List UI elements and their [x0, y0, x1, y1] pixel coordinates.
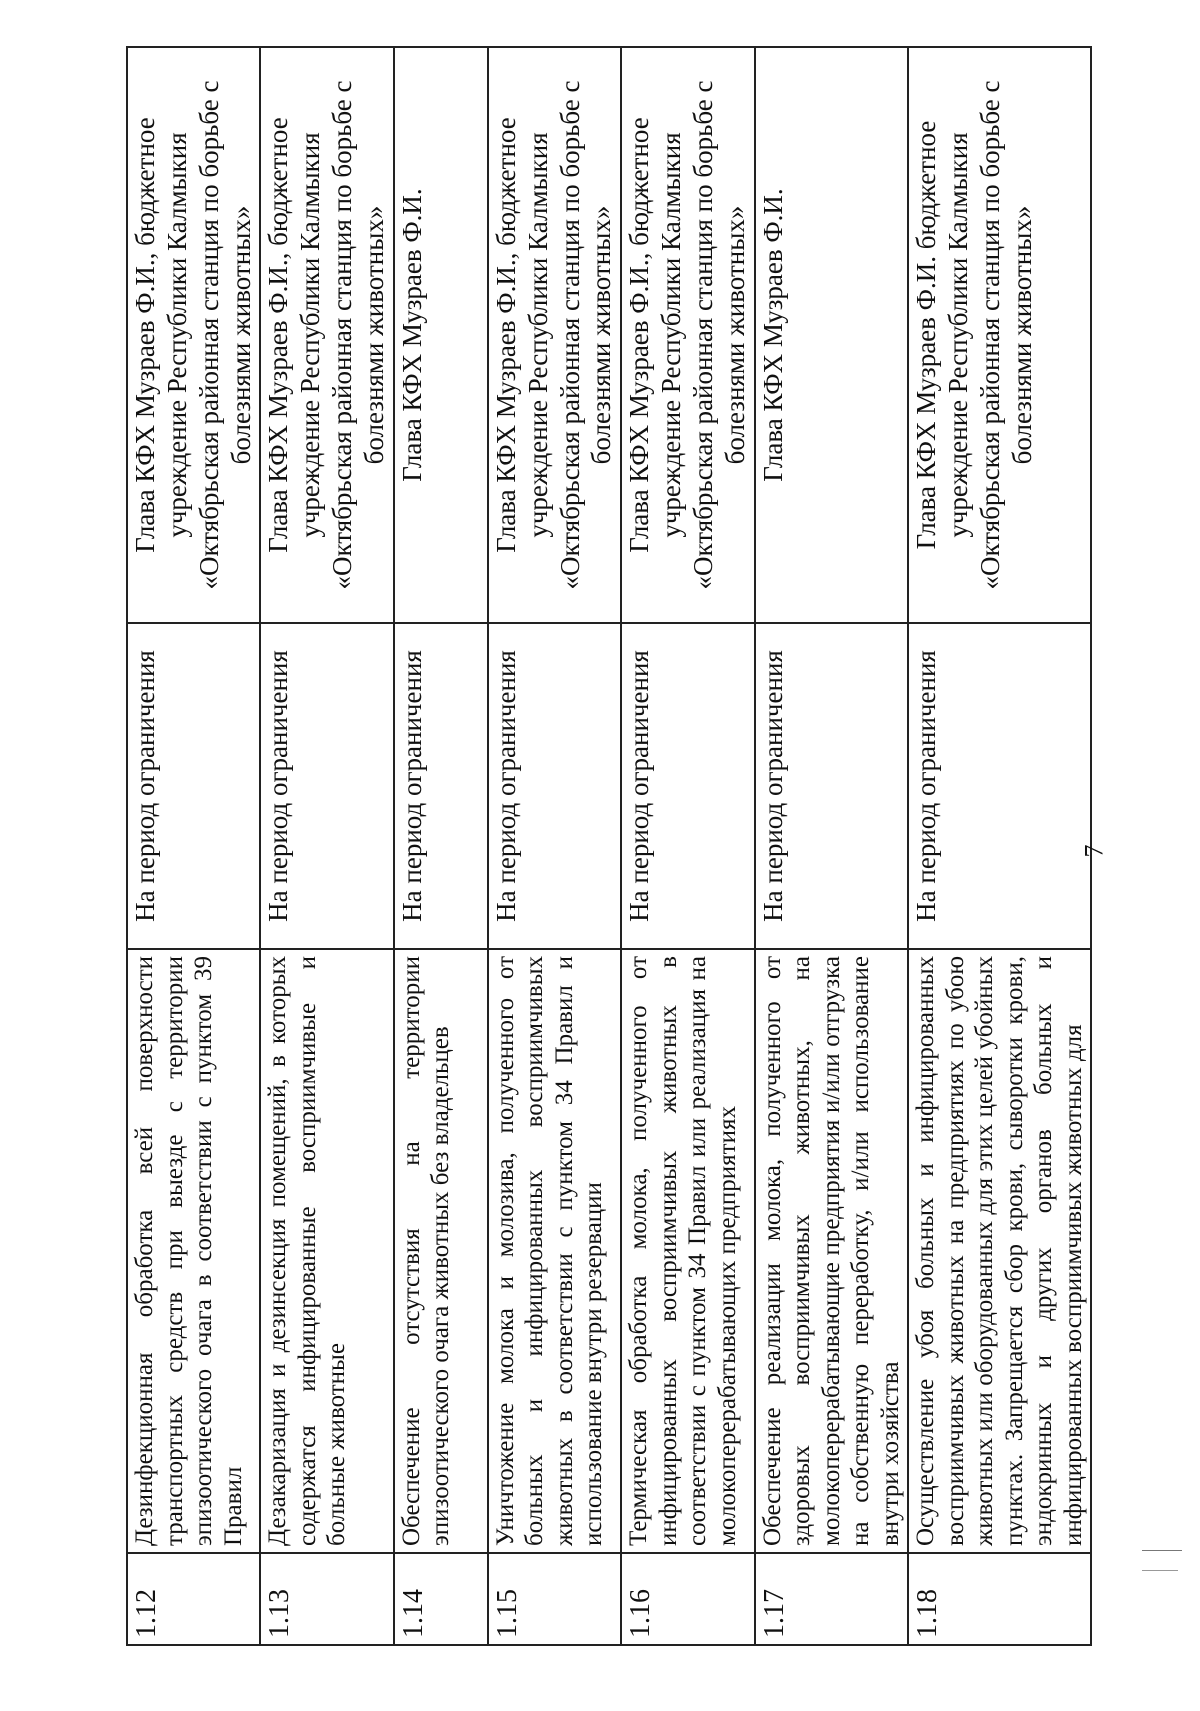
responsible-text: Глава КФХ Музраев Ф.И., бюджетное учреждение Республики Калмыкия «Октябрьская районная станция по борьбе с болезнями животных» — [488, 47, 621, 623]
term-text: На период ограничения — [908, 623, 1091, 949]
term-text: На период ограничения — [488, 623, 621, 949]
responsible-text: Глава КФХ Музраев Ф.И. — [394, 47, 488, 623]
responsible-text: Глава КФХ Музраев Ф.И. — [755, 47, 909, 623]
table-row — [260, 47, 393, 1645]
responsible-text: Глава КФХ Музраев Ф.И. бюджетное учреждение Республики Калмыкия «Октябрьская районная станция по борьбе с болезнями животных» — [908, 47, 1091, 623]
row-number: 1.14 — [394, 1553, 488, 1645]
page-shadow-mark — [1142, 1570, 1178, 1571]
measure-text: Термическая обработка молока, полученного от инфицированных восприимчивых животных в соответствии с пунктом 34 Правил или реализация на молокоперерабатывающих предприятиях — [621, 949, 754, 1553]
measures-table — [126, 46, 1092, 1646]
table-row — [127, 47, 260, 1645]
row-number: 1.17 — [755, 1553, 909, 1645]
responsible-text: Глава КФХ Музраев Ф.И., бюджетное учреждение Республики Калмыкия «Октябрьская районная станция по борьбе с болезнями животных» — [621, 47, 754, 623]
table-row — [488, 47, 621, 1645]
measure-text: Дезакаризация и дезинсекция помещений, в которых содержатся инфицированные восприимчивые и больные животные — [260, 949, 393, 1553]
measure-text: Обеспечение отсутствия на территории эпизоотического очага животных без владельцев — [394, 949, 488, 1553]
table-row — [394, 47, 488, 1645]
term-text: На период ограничения — [755, 623, 909, 949]
table-row — [755, 47, 909, 1645]
term-text: На период ограничения — [621, 623, 754, 949]
row-number: 1.12 — [127, 1553, 260, 1645]
term-text: На период ограничения — [394, 623, 488, 949]
row-number: 1.18 — [908, 1553, 1091, 1645]
page-number: 7 — [1079, 844, 1109, 858]
row-number: 1.13 — [260, 1553, 393, 1645]
page-shadow-mark — [1142, 1550, 1182, 1551]
responsible-text: Глава КФХ Музраев Ф.И., бюджетное учреждение Республики Калмыкия «Октябрьская районная станция по борьбе с болезнями животных» — [260, 47, 393, 623]
measures-table-sheet — [126, 46, 1087, 1646]
term-text: На период ограничения — [127, 623, 260, 949]
table-row — [621, 47, 754, 1645]
table-row — [908, 47, 1091, 1645]
row-number: 1.15 — [488, 1553, 621, 1645]
measure-text: Осуществление убоя больных и инфицированных восприимчивых животных на предприятиях по убою животных или оборудованных для этих целей убойных пунктах. Запрещается сбор крови, сыворотки крови, эндокринных и других органов больных и инфицированных восприимчивых животных для — [908, 949, 1091, 1553]
row-number: 1.16 — [621, 1553, 754, 1645]
measure-text: Уничтожение молока и молозива, полученного от больных и инфицированных восприимчивых животных в соответствии с пунктом 34 Правил и использование внутри резервации — [488, 949, 621, 1553]
measure-text: Обеспечение реализации молока, полученного от здоровых восприимчивых животных, на молокоперерабатывающие предприятия и/или отгрузка на собственную переработку, и/или использование внутри хозяйства — [755, 949, 909, 1553]
measure-text: Дезинфекционная обработка всей поверхности транспортных средств при выезде с территории эпизоотического очага в соответствии с пунктом 39 Правил — [127, 949, 260, 1553]
responsible-text: Глава КФХ Музраев Ф.И., бюджетное учреждение Республики Калмыкия «Октябрьская районная станция по борьбе с болезнями животных» — [127, 47, 260, 623]
term-text: На период ограничения — [260, 623, 393, 949]
